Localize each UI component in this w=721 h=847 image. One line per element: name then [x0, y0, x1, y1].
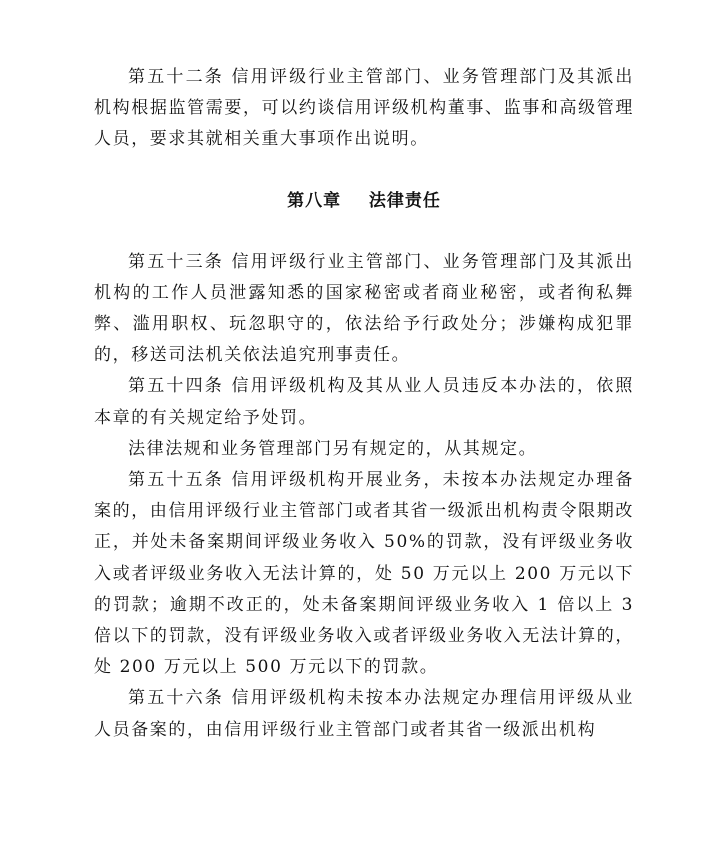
article-54: 第五十四条 信用评级机构及其从业人员违反本办法的，依照本章的有关规定给予处罚。: [94, 376, 634, 428]
document-page: [94, 62, 634, 746]
article-55: 第五十五条 信用评级机构开展业务，未按本办法规定办理备案的，由信用评级行业主管部门或者其省一级派出机构责令限期改正，并处未备案期间评级业务收入 50%的罚款，没有评级业务收入或者评级业务收入无法计算的，处 50 万元以上 200 万元以下的罚款；逾期不改正的，处未备案期间评级业务收入 1 倍以上 3 倍以下的罚款，没有评级业务收入或者评级业务收入无法计算的，处 200 万元以上 500 万元以下的罚款。: [94, 470, 634, 678]
chapter-title: 第八章 法律责任: [287, 190, 441, 211]
article-54-supplement: 法律法规和业务管理部门另有规定的，从其规定。: [128, 438, 538, 459]
article-56: 第五十六条 信用评级机构未按本办法规定办理信用评级从业人员备案的，由信用评级行业主管部门或者其省一级派出机构: [94, 688, 634, 740]
article-52: 第五十二条 信用评级行业主管部门、业务管理部门及其派出机构根据监管需要，可以约谈信用评级机构董事、监事和高级管理人员，要求其就相关重大事项作出说明。: [94, 67, 634, 150]
article-53: 第五十三条 信用评级行业主管部门、业务管理部门及其派出机构的工作人员泄露知悉的国家秘密或者商业秘密，或者徇私舞弊、滥用职权、玩忽职守的，依法给予行政处分；涉嫌构成犯罪的，移送司法机关依法追究刑事责任。: [94, 251, 634, 366]
